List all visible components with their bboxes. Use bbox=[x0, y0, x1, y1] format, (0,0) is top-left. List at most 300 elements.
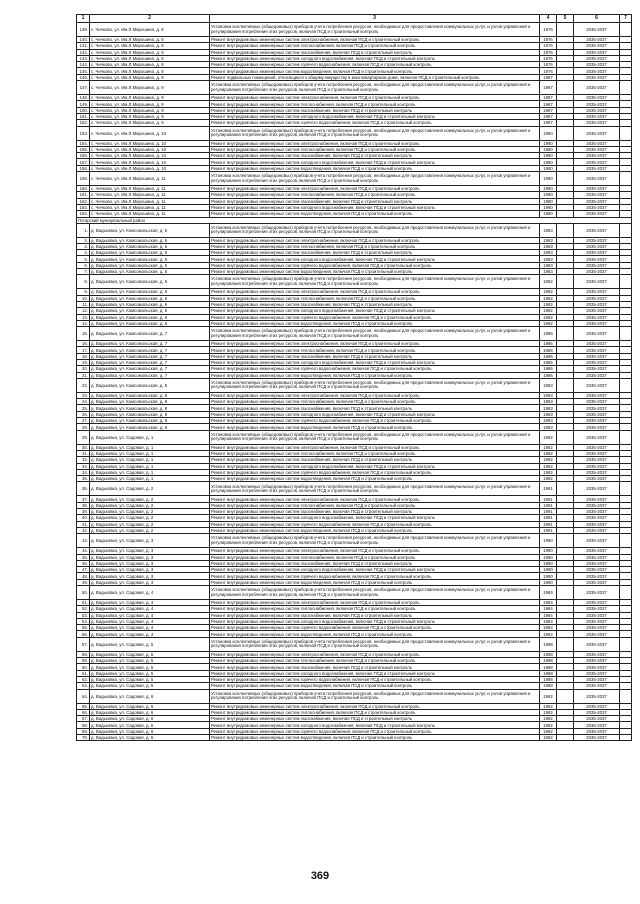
build-year-cell: 1982 bbox=[540, 469, 557, 475]
table-body bbox=[77, 23, 632, 741]
period-cell: 2035-2037 bbox=[574, 463, 620, 469]
period-cell: 2035-2037 bbox=[574, 62, 620, 68]
row-number-cell: 17. bbox=[77, 347, 90, 353]
table-row bbox=[77, 113, 632, 119]
period-cell: 2035-2037 bbox=[574, 703, 620, 709]
table-row bbox=[77, 411, 632, 417]
work-type-cell: Ремонт внутридомовых инженерных систем холодного водоснабжения, включая ПСД и строительный контроль bbox=[210, 618, 540, 624]
table-row bbox=[77, 269, 632, 275]
capital-repair-table bbox=[76, 14, 632, 741]
build-year-cell: 1982 bbox=[540, 444, 557, 450]
work-type-cell: Ремонт внутридомовых инженерных систем горячего водоснабжения, включая ПСД и строительный контроль bbox=[210, 573, 540, 579]
address-cell: с. Чичково, ул. Им.Л.Мирошина, д. 8 bbox=[90, 68, 210, 74]
build-year-cell: 1987 bbox=[540, 74, 557, 80]
row-number-cell: 30. bbox=[77, 444, 90, 450]
address-cell: д. Вадьковка, ул. Садовая, д. 6 bbox=[90, 728, 210, 734]
build-year-cell: 1991 bbox=[540, 527, 557, 533]
row-number-cell: 148. bbox=[77, 95, 90, 101]
work-type-cell: Установка коллективных (общедомовых) приборов учета потребления ресурсов, необходимых для предоставления коммунальных услуг, и узлов управления и регулирования потребления этих ресурсов, включая ПСД и строительный контроль bbox=[210, 81, 540, 95]
row-number-cell: 62. bbox=[77, 676, 90, 682]
row-number-cell: 37. bbox=[77, 496, 90, 502]
period-cell: 2035-2037 bbox=[574, 37, 620, 43]
row-number-cell: 157. bbox=[77, 159, 90, 165]
work-type-cell: Ремонт внутридомовых инженерных систем водоотведения, включая ПСД и строительный контроль bbox=[210, 424, 540, 430]
build-year-cell: 1984 bbox=[540, 586, 557, 600]
table-row bbox=[77, 534, 632, 548]
row-number-cell: 31. bbox=[77, 450, 90, 456]
row-number-cell: 12. bbox=[77, 308, 90, 314]
period-cell: 2035-2037 bbox=[574, 269, 620, 275]
row-number-cell: 61. bbox=[77, 670, 90, 676]
empty-cell bbox=[620, 223, 632, 237]
work-type-cell: Ремонт внутридомовых инженерных систем водоотведения, включая ПСД и строительный контроль bbox=[210, 527, 540, 533]
row-number-cell: 60. bbox=[77, 664, 90, 670]
work-type-cell: Ремонт внутридомовых инженерных систем газоснабжения, включая ПСД и строительный контроль bbox=[210, 664, 540, 670]
work-type-cell: Установка коллективных (общедомовых) приборов учета потребления ресурсов, необходимых для предоставления коммунальных услуг, и узлов управления и регулирования потребления этих ресурсов, включая ПСД и строительный контроль bbox=[210, 275, 540, 289]
table-row bbox=[77, 62, 632, 68]
empty-cell bbox=[557, 586, 574, 600]
work-type-cell: Установка коллективных (общедомовых) приборов учета потребления ресурсов, необходимых для предоставления коммунальных услуг, и узлов управления и регулирования потребления этих ресурсов, включая ПСД и строительный контроль bbox=[210, 637, 540, 651]
period-cell: 2035-2037 bbox=[574, 651, 620, 657]
row-number-cell: 5. bbox=[77, 256, 90, 262]
build-year-cell: 1987 bbox=[540, 101, 557, 107]
work-type-cell: Ремонт внутридомовых инженерных систем горячего водоснабжения, включая ПСД и строительный контроль bbox=[210, 418, 540, 424]
page-number: 369 bbox=[310, 870, 330, 882]
address-cell: с. Чичково, ул. Им.Л.Мирошина, д. 10 bbox=[90, 165, 210, 171]
row-number-cell: 54. bbox=[77, 618, 90, 624]
address-cell: д. Вадьковка, ул. Садовая, д. 1 bbox=[90, 444, 210, 450]
build-year-cell: 1988 bbox=[540, 664, 557, 670]
row-number-cell: 142. bbox=[77, 49, 90, 55]
table-row bbox=[77, 289, 632, 295]
address-cell: с. Чичково, ул. Им.Л.Мирошина, д. 11 bbox=[90, 192, 210, 198]
work-type-cell: Ремонт внутридомовых инженерных систем горячего водоснабжения, включая ПСД и строительный контроль bbox=[210, 314, 540, 320]
period-cell: 2035-2037 bbox=[574, 527, 620, 533]
empty-cell bbox=[557, 275, 574, 289]
table-row bbox=[77, 146, 632, 152]
table-row bbox=[77, 243, 632, 249]
table-row bbox=[77, 192, 632, 198]
period-cell: 2035-2037 bbox=[574, 457, 620, 463]
empty-cell bbox=[557, 482, 574, 496]
build-year-cell: 1983 bbox=[540, 256, 557, 262]
work-type-cell: Ремонт внутридомовых инженерных систем газоснабжения, включая ПСД и строительный контроль bbox=[210, 198, 540, 204]
table-row bbox=[77, 366, 632, 372]
build-year-cell: 1991 bbox=[540, 515, 557, 521]
build-year-cell: 1980 bbox=[540, 159, 557, 165]
table-row bbox=[77, 314, 632, 320]
table-row bbox=[77, 95, 632, 101]
build-year-cell: 1991 bbox=[540, 502, 557, 508]
table-row bbox=[77, 81, 632, 95]
work-type-cell: Ремонт внутридомовых инженерных систем электроснабжения, включая ПСД и строительный контроль bbox=[210, 548, 540, 554]
table-row bbox=[77, 262, 632, 268]
row-number-cell: 162. bbox=[77, 198, 90, 204]
work-type-cell: Ремонт внутридомовых инженерных систем газоснабжения, включая ПСД и строительный контроль bbox=[210, 107, 540, 113]
period-cell: 2035-2037 bbox=[574, 586, 620, 600]
work-type-cell: Установка коллективных (общедомовых) приборов учета потребления ресурсов, необходимых для предоставления коммунальных услуг, и узлов управления и регулирования потребления этих ресурсов, включая ПСД и строительный контроль bbox=[210, 126, 540, 140]
row-number-cell: 160. bbox=[77, 186, 90, 192]
address-cell: д. Вадьковка, ул. Садовая, д. 1 bbox=[90, 476, 210, 482]
row-number-cell: 42. bbox=[77, 527, 90, 533]
address-cell: с. Чичково, ул. Им.Л.Мирошина, д. 10 bbox=[90, 159, 210, 165]
address-cell: с. Чичково, ул. Им.Л.Мирошина, д. 9 bbox=[90, 95, 210, 101]
row-number-cell: 63. bbox=[77, 683, 90, 689]
table-row bbox=[77, 341, 632, 347]
build-year-cell: 1990 bbox=[540, 534, 557, 548]
address-cell: д. Вадьковка, ул. Садовая, д. 3 bbox=[90, 567, 210, 573]
period-cell: 2035-2037 bbox=[574, 469, 620, 475]
address-cell: д. Вадьковка, ул. Садовая, д. 3 bbox=[90, 534, 210, 548]
work-type-cell: Ремонт внутридомовых инженерных систем газоснабжения, включая ПСД и строительный контроль bbox=[210, 49, 540, 55]
empty-cell bbox=[557, 327, 574, 341]
address-cell: д. Вадьковка, ул. Комсомольская, д. 8 bbox=[90, 418, 210, 424]
period-cell: 2035-2037 bbox=[574, 120, 620, 126]
period-cell: 2035-2037 bbox=[574, 482, 620, 496]
empty-cell bbox=[557, 735, 574, 741]
address-cell: д. Вадьковка, ул. Комсомольская, д. 6 bbox=[90, 289, 210, 295]
row-number-cell: 25. bbox=[77, 405, 90, 411]
work-type-cell: Ремонт подвальных помещений, относящихся к общему имуществу в многоквартирном доме, включая ПСД и строительный контроль bbox=[210, 74, 540, 80]
period-cell: 2035-2037 bbox=[574, 399, 620, 405]
row-number-cell: 52. bbox=[77, 606, 90, 612]
build-year-cell: 1982 bbox=[540, 689, 557, 703]
empty-cell bbox=[620, 637, 632, 651]
empty-cell bbox=[620, 735, 632, 741]
address-cell: д. Вадьковка, ул. Садовая, д. 3 bbox=[90, 554, 210, 560]
work-type-cell: Ремонт внутридомовых инженерных систем горячего водоснабжения, включая ПСД и строительный контроль bbox=[210, 120, 540, 126]
table-row bbox=[77, 74, 632, 80]
work-type-cell: Ремонт внутридомовых инженерных систем газоснабжения, включая ПСД и строительный контроль bbox=[210, 153, 540, 159]
work-type-cell: Ремонт внутридомовых инженерных систем теплоснабжения, включая ПСД и строительный контроль bbox=[210, 295, 540, 301]
table-row bbox=[77, 275, 632, 289]
address-cell: с. Чичково, ул. Им.Л.Мирошина, д. 9 bbox=[90, 101, 210, 107]
build-year-cell: 1983 bbox=[540, 418, 557, 424]
work-type-cell: Ремонт внутридомовых инженерных систем теплоснабжения, включая ПСД и строительный контроль bbox=[210, 450, 540, 456]
period-cell: 2035-2037 bbox=[574, 55, 620, 61]
empty-cell bbox=[620, 534, 632, 548]
row-number-cell: 153. bbox=[77, 126, 90, 140]
address-cell: д. Вадьковка, ул. Садовая, д. 2 bbox=[90, 502, 210, 508]
period-cell: 2035-2037 bbox=[574, 676, 620, 682]
work-type-cell: Ремонт внутридомовых инженерных систем электроснабжения, включая ПСД и строительный контроль bbox=[210, 140, 540, 146]
table-row bbox=[77, 295, 632, 301]
period-cell: 2035-2037 bbox=[574, 126, 620, 140]
period-cell: 2035-2037 bbox=[574, 262, 620, 268]
work-type-cell: Установка коллективных (общедомовых) приборов учета потребления ресурсов, необходимых для предоставления коммунальных услуг, и узлов управления и регулирования потребления этих ресурсов, включая ПСД и строительный контроль bbox=[210, 23, 540, 37]
period-cell: 2035-2037 bbox=[574, 341, 620, 347]
address-cell: д. Вадьковка, ул. Садовая, д. 5 bbox=[90, 670, 210, 676]
period-cell: 2035-2037 bbox=[574, 502, 620, 508]
row-number-cell: 164. bbox=[77, 211, 90, 217]
build-year-cell: 1990 bbox=[540, 567, 557, 573]
period-cell: 2035-2037 bbox=[574, 192, 620, 198]
build-year-cell: 1984 bbox=[540, 625, 557, 631]
period-cell: 2035-2037 bbox=[574, 198, 620, 204]
address-cell: с. Чичково, ул. Им.Л.Мирошина, д. 8 bbox=[90, 49, 210, 55]
row-number-cell: 44. bbox=[77, 548, 90, 554]
column-header: 5 bbox=[557, 15, 574, 23]
build-year-cell: 1982 bbox=[540, 308, 557, 314]
empty-cell bbox=[557, 172, 574, 186]
build-year-cell: 1980 bbox=[540, 126, 557, 140]
row-number-cell: 15. bbox=[77, 327, 90, 341]
address-cell: д. Вадьковка, ул. Садовая, д. 2 bbox=[90, 482, 210, 496]
period-cell: 2035-2037 bbox=[574, 172, 620, 186]
row-number-cell: 35. bbox=[77, 476, 90, 482]
build-year-cell: 1980 bbox=[540, 192, 557, 198]
address-cell: д. Вадьковка, ул. Комсомольская, д. 5 bbox=[90, 269, 210, 275]
table-row bbox=[77, 399, 632, 405]
build-year-cell: 1987 bbox=[540, 120, 557, 126]
address-cell: д. Вадьковка, ул. Садовая, д. 3 bbox=[90, 560, 210, 566]
address-cell: д. Вадьковка, ул. Садовая, д. 5 bbox=[90, 683, 210, 689]
empty-cell bbox=[557, 81, 574, 95]
address-cell: д. Вадьковка, ул. Комсомольская, д. 7 bbox=[90, 347, 210, 353]
row-number-cell: 2. bbox=[77, 237, 90, 243]
row-number-cell: 158. bbox=[77, 165, 90, 171]
work-type-cell: Ремонт внутридомовых инженерных систем теплоснабжения, включая ПСД и строительный контроль bbox=[210, 101, 540, 107]
address-cell: д. Вадьковка, ул. Садовая, д. 2 bbox=[90, 527, 210, 533]
row-number-cell: 36. bbox=[77, 482, 90, 496]
work-type-cell: Ремонт внутридомовых инженерных систем теплоснабжения, включая ПСД и строительный контроль bbox=[210, 399, 540, 405]
period-cell: 2035-2037 bbox=[574, 289, 620, 295]
period-cell: 2035-2037 bbox=[574, 418, 620, 424]
empty-cell bbox=[620, 586, 632, 600]
address-cell: д. Вадьковка, ул. Садовая, д. 4 bbox=[90, 606, 210, 612]
build-year-cell: 1982 bbox=[540, 728, 557, 734]
row-number-cell: 66. bbox=[77, 709, 90, 715]
row-number-cell: 19. bbox=[77, 359, 90, 365]
work-type-cell: Ремонт внутридомовых инженерных систем газоснабжения, включая ПСД и строительный контроль bbox=[210, 612, 540, 618]
row-number-cell: 70. bbox=[77, 735, 90, 741]
row-number-cell: 28. bbox=[77, 424, 90, 430]
row-number-cell: 8. bbox=[77, 275, 90, 289]
period-cell: 2035-2037 bbox=[574, 256, 620, 262]
period-cell: 2035-2037 bbox=[574, 353, 620, 359]
period-cell: 2035-2037 bbox=[574, 327, 620, 341]
work-type-cell: Ремонт внутридомовых инженерных систем теплоснабжения, включая ПСД и строительный контроль bbox=[210, 146, 540, 152]
work-type-cell: Ремонт внутридомовых инженерных систем холодного водоснабжения, включая ПСД и строительный контроль bbox=[210, 670, 540, 676]
build-year-cell: 1983 bbox=[540, 250, 557, 256]
work-type-cell: Ремонт внутридомовых инженерных систем газоснабжения, включая ПСД и строительный контроль bbox=[210, 405, 540, 411]
period-cell: 2035-2037 bbox=[574, 153, 620, 159]
table-row bbox=[77, 165, 632, 171]
address-cell: д. Вадьковка, ул. Садовая, д. 6 bbox=[90, 716, 210, 722]
period-cell: 2035-2037 bbox=[574, 378, 620, 392]
table-row bbox=[77, 49, 632, 55]
empty-cell bbox=[557, 534, 574, 548]
row-number-cell: 163. bbox=[77, 204, 90, 210]
row-number-cell: 20. bbox=[77, 366, 90, 372]
row-number-cell: 141. bbox=[77, 43, 90, 49]
period-cell: 2035-2037 bbox=[574, 314, 620, 320]
column-header: 2 bbox=[90, 15, 210, 23]
row-number-cell: 18. bbox=[77, 353, 90, 359]
period-cell: 2035-2037 bbox=[574, 631, 620, 637]
table-row bbox=[77, 68, 632, 74]
build-year-cell: 1987 bbox=[540, 113, 557, 119]
work-type-cell: Ремонт внутридомовых инженерных систем горячего водоснабжения, включая ПСД и строительный контроль bbox=[210, 469, 540, 475]
empty-cell bbox=[557, 223, 574, 237]
address-cell: д. Вадьковка, ул. Комсомольская, д. 6 bbox=[90, 301, 210, 307]
work-type-cell: Ремонт внутридомовых инженерных систем водоотведения, включая ПСД и строительный контроль bbox=[210, 631, 540, 637]
build-year-cell: 1988 bbox=[540, 683, 557, 689]
work-type-cell: Ремонт внутридомовых инженерных систем газоснабжения, включая ПСД и строительный контроль bbox=[210, 353, 540, 359]
work-type-cell: Ремонт внутридомовых инженерных систем холодного водоснабжения, включая ПСД и строительный контроль bbox=[210, 55, 540, 61]
work-type-cell: Ремонт внутридомовых инженерных систем теплоснабжения, включая ПСД и строительный контроль bbox=[210, 502, 540, 508]
build-year-cell: 1987 bbox=[540, 107, 557, 113]
work-type-cell: Ремонт внутридомовых инженерных систем горячего водоснабжения, включая ПСД и строительный контроль bbox=[210, 625, 540, 631]
build-year-cell: 1976 bbox=[540, 49, 557, 55]
period-cell: 2035-2037 bbox=[574, 81, 620, 95]
table-row bbox=[77, 735, 632, 741]
work-type-cell: Ремонт внутридомовых инженерных систем теплоснабжения, включая ПСД и строительный контроль bbox=[210, 243, 540, 249]
table-header-row bbox=[77, 15, 632, 23]
work-type-cell: Ремонт внутридомовых инженерных систем холодного водоснабжения, включая ПСД и строительный контроль bbox=[210, 722, 540, 728]
build-year-cell: 1984 bbox=[540, 631, 557, 637]
row-number-cell: 14. bbox=[77, 320, 90, 326]
row-number-cell: 48. bbox=[77, 573, 90, 579]
period-cell: 2035-2037 bbox=[574, 521, 620, 527]
build-year-cell: 1982 bbox=[540, 314, 557, 320]
work-type-cell: Ремонт внутридомовых инженерных систем электроснабжения, включая ПСД и строительный контроль bbox=[210, 496, 540, 502]
address-cell: д. Вадьковка, ул. Садовая, д. 2 bbox=[90, 521, 210, 527]
address-cell: д. Вадьковка, ул. Садовая, д. 1 bbox=[90, 457, 210, 463]
row-number-cell: 27. bbox=[77, 418, 90, 424]
work-type-cell: Ремонт внутридомовых инженерных систем электроснабжения, включая ПСД и строительный контроль bbox=[210, 237, 540, 243]
row-number-cell: 69. bbox=[77, 728, 90, 734]
address-cell: д. Вадьковка, ул. Комсомольская, д. 6 bbox=[90, 314, 210, 320]
work-type-cell: Ремонт внутридомовых инженерных систем электроснабжения, включая ПСД и строительный контроль bbox=[210, 341, 540, 347]
empty-cell bbox=[620, 23, 632, 37]
row-number-cell: 144. bbox=[77, 62, 90, 68]
build-year-cell: 1984 bbox=[540, 606, 557, 612]
period-cell: 2035-2037 bbox=[574, 618, 620, 624]
address-cell: д. Вадьковка, ул. Садовая, д. 6 bbox=[90, 703, 210, 709]
row-number-cell: 140. bbox=[77, 37, 90, 43]
row-number-cell: 34. bbox=[77, 469, 90, 475]
address-cell: д. Вадьковка, ул. Комсомольская, д. 5 bbox=[90, 223, 210, 237]
build-year-cell: 1982 bbox=[540, 735, 557, 741]
row-number-cell: 143. bbox=[77, 55, 90, 61]
work-type-cell: Ремонт внутридомовых инженерных систем водоотведения, включая ПСД и строительный контроль bbox=[210, 269, 540, 275]
period-cell: 2035-2037 bbox=[574, 509, 620, 515]
work-type-cell: Ремонт внутридомовых инженерных систем горячего водоснабжения, включая ПСД и строительный контроль bbox=[210, 728, 540, 734]
table-row bbox=[77, 308, 632, 314]
row-number-cell: 145. bbox=[77, 68, 90, 74]
row-number-cell: 23. bbox=[77, 392, 90, 398]
work-type-cell: Ремонт внутридомовых инженерных систем горячего водоснабжения, включая ПСД и строительный контроль bbox=[210, 262, 540, 268]
row-number-cell: 39. bbox=[77, 509, 90, 515]
work-type-cell: Ремонт внутридомовых инженерных систем водоотведения, включая ПСД и строительный контроль bbox=[210, 68, 540, 74]
row-number-cell: 149. bbox=[77, 101, 90, 107]
build-year-cell: 1986 bbox=[540, 347, 557, 353]
work-type-cell: Ремонт внутридомовых инженерных систем горячего водоснабжения, включая ПСД и строительный контроль bbox=[210, 521, 540, 527]
build-year-cell: 1983 bbox=[540, 269, 557, 275]
row-number-cell: 46. bbox=[77, 560, 90, 566]
row-number-cell: 146. bbox=[77, 74, 90, 80]
build-year-cell: 1984 bbox=[540, 612, 557, 618]
address-cell: д. Вадьковка, ул. Садовая, д. 2 bbox=[90, 509, 210, 515]
address-cell: с. Чичково, ул. Им.Л.Мирошина, д. 11 bbox=[90, 204, 210, 210]
empty-cell bbox=[557, 689, 574, 703]
table-row bbox=[77, 250, 632, 256]
period-cell: 2035-2037 bbox=[574, 548, 620, 554]
build-year-cell: 1988 bbox=[540, 651, 557, 657]
period-cell: 2035-2037 bbox=[574, 637, 620, 651]
row-number-cell: 59. bbox=[77, 658, 90, 664]
build-year-cell: 1982 bbox=[540, 295, 557, 301]
build-year-cell: 1988 bbox=[540, 658, 557, 664]
table-row bbox=[77, 126, 632, 140]
row-number-cell: 24. bbox=[77, 399, 90, 405]
row-number-cell: 150. bbox=[77, 107, 90, 113]
table-row bbox=[77, 107, 632, 113]
address-cell: с. Чичково, ул. Им.Л.Мирошина, д. 11 bbox=[90, 211, 210, 217]
period-cell: 2035-2037 bbox=[574, 320, 620, 326]
period-cell: 2035-2037 bbox=[574, 392, 620, 398]
period-cell: 2035-2037 bbox=[574, 444, 620, 450]
address-cell: д. Вадьковка, ул. Комсомольская, д. 5 bbox=[90, 256, 210, 262]
build-year-cell: 1976 bbox=[540, 55, 557, 61]
table-row bbox=[77, 378, 632, 392]
work-type-cell: Установка коллективных (общедомовых) приборов учета потребления ресурсов, необходимых для предоставления коммунальных услуг, и узлов управления и регулирования потребления этих ресурсов, включая ПСД и строительный контроль bbox=[210, 586, 540, 600]
row-number-cell: 7. bbox=[77, 269, 90, 275]
period-cell: 2035-2037 bbox=[574, 606, 620, 612]
address-cell: д. Вадьковка, ул. Комсомольская, д. 7 bbox=[90, 372, 210, 378]
empty-cell bbox=[620, 81, 632, 95]
build-year-cell: 1991 bbox=[540, 521, 557, 527]
build-year-cell: 1983 bbox=[540, 378, 557, 392]
row-number-cell: 26. bbox=[77, 411, 90, 417]
row-number-cell: 22. bbox=[77, 378, 90, 392]
period-cell: 2035-2037 bbox=[574, 49, 620, 55]
table-row bbox=[77, 637, 632, 651]
address-cell: д. Вадьковка, ул. Садовая, д. 6 bbox=[90, 735, 210, 741]
address-cell: д. Вадьковка, ул. Комсомольская, д. 6 bbox=[90, 275, 210, 289]
empty-cell bbox=[620, 482, 632, 496]
empty-cell bbox=[557, 637, 574, 651]
row-number-cell: 151. bbox=[77, 113, 90, 119]
period-cell: 2035-2037 bbox=[574, 68, 620, 74]
table-row bbox=[77, 372, 632, 378]
period-cell: 2035-2037 bbox=[574, 664, 620, 670]
work-type-cell: Установка коллективных (общедомовых) приборов учета потребления ресурсов, необходимых для предоставления коммунальных услуг, и узлов управления и регулирования потребления этих ресурсов, включая ПСД и строительный контроль bbox=[210, 327, 540, 341]
work-type-cell: Ремонт внутридомовых инженерных систем водоотведения, включая ПСД и строительный контроль bbox=[210, 165, 540, 171]
work-type-cell: Ремонт внутридомовых инженерных систем горячего водоснабжения, включая ПСД и строительный контроль bbox=[210, 676, 540, 682]
build-year-cell: 1988 bbox=[540, 676, 557, 682]
period-cell: 2035-2037 bbox=[574, 476, 620, 482]
work-type-cell: Ремонт внутридомовых инженерных систем холодного водоснабжения, включая ПСД и строительный контроль bbox=[210, 308, 540, 314]
work-type-cell: Ремонт внутридомовых инженерных систем водоотведения, включая ПСД и строительный контроль bbox=[210, 211, 540, 217]
period-cell: 2035-2037 bbox=[574, 579, 620, 585]
row-number-cell: 16. bbox=[77, 341, 90, 347]
build-year-cell: 1983 bbox=[540, 405, 557, 411]
table-row bbox=[77, 159, 632, 165]
row-number-cell: 38. bbox=[77, 502, 90, 508]
period-cell: 2035-2037 bbox=[574, 211, 620, 217]
address-cell: д. Вадьковка, ул. Садовая, д. 1 bbox=[90, 463, 210, 469]
row-number-cell: 40. bbox=[77, 515, 90, 521]
build-year-cell: 1991 bbox=[540, 482, 557, 496]
address-cell: д. Вадьковка, ул. Садовая, д. 1 bbox=[90, 469, 210, 475]
period-cell: 2035-2037 bbox=[574, 735, 620, 741]
table-row bbox=[77, 586, 632, 600]
row-number-cell: 57. bbox=[77, 637, 90, 651]
column-header: 7 bbox=[620, 15, 632, 23]
address-cell: д. Вадьковка, ул. Садовая, д. 5 bbox=[90, 658, 210, 664]
